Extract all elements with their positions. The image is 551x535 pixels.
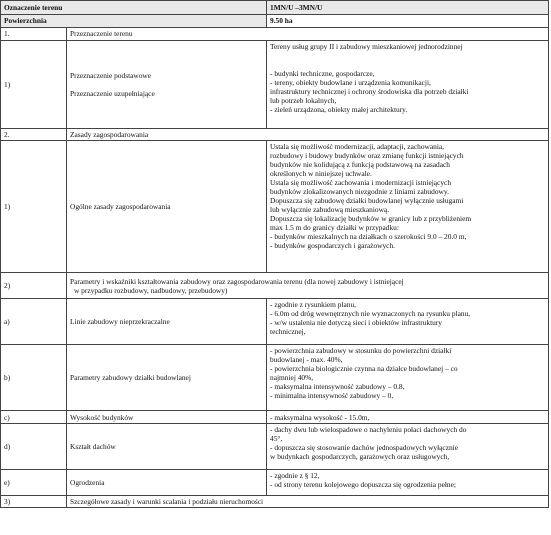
param-row-content [267, 299, 549, 345]
section-3-header [1, 273, 549, 299]
param-row-number: c) [1, 411, 67, 424]
content-line: - powierzchnia biologicznie czynna na działce budowlanej – co [270, 364, 458, 374]
param-row-number: b) [1, 345, 67, 411]
section-2-row-label: Ogólne zasady zagospodarowania [67, 141, 267, 273]
param-row-a [1, 299, 549, 345]
content-line: - budynków gospodarczych i garażowych. [270, 241, 395, 251]
section-1-row [1, 41, 549, 129]
content-line: Ustala się możliwość modernizacji, adaptacji, zachowania, [270, 142, 445, 152]
param-row-content [267, 345, 549, 411]
content-line: budowlanej - max. 40%, [270, 355, 343, 365]
param-row-label: Wysokość budynków [67, 411, 267, 424]
param-row-d [1, 424, 549, 470]
content-line: najmniej 40%, [270, 373, 314, 383]
section-1-header [1, 28, 549, 41]
supplementary-use-label: Przeznaczenie uzupełniające [70, 89, 155, 98]
content-line: technicznej, [270, 327, 306, 337]
header-row-area [1, 15, 549, 28]
content-line: lub wyłącznie zabudową mieszkaniową. [270, 205, 390, 215]
section-2-header [1, 129, 549, 141]
param-row-b [1, 345, 549, 411]
section-4-title: Szczegółowe zasady i warunki scalania i podziału nieruchomości [67, 496, 549, 508]
param-row-label: Parametry zabudowy działki budowlanej [67, 345, 267, 411]
content-line: - minimalna intensywność zabudowy – 0, [270, 391, 394, 401]
param-row-content [267, 424, 549, 470]
section-3-title [67, 273, 549, 299]
section-2-row [1, 141, 549, 273]
content-line: 45°, [270, 434, 283, 444]
content-line: Dopuszcza się lokalizację budynków w granicy lub z przybliżeniem [270, 214, 472, 224]
content-line: - maksymalna intensywność zabudowy – 0.8, [270, 382, 405, 392]
content-line: - powierzchnia zabudowy w stosunku do powierzchni działki [270, 346, 452, 356]
param-row-number: d) [1, 424, 67, 470]
content-line: - budynków mieszkalnych na działkach o szerokości 9.0 – 20.0 m, [270, 232, 467, 242]
section-1-row-labels [67, 41, 267, 129]
section-1-title: Przeznaczenie terenu [67, 28, 549, 41]
param-row-number: a) [1, 299, 67, 345]
content-line: max 1.5 m do granicy działki w przypadku: [270, 223, 399, 233]
content-line: - budynki techniczne, gospodarcze, [270, 69, 375, 79]
section-3-title-line: Parametry i wskaźniki kształtowania zabudowy oraz zagospodarowania terenu (dla nowej zabudowy i istniejącej [70, 276, 404, 286]
content-line: - tereny, obiekty budowlane i urządzenia komunikacji, [270, 78, 431, 88]
section-2-number: 2. [1, 129, 67, 141]
param-row-c [1, 411, 549, 424]
section-1-row-number: 1) [1, 41, 67, 129]
header-row-designation [1, 1, 549, 15]
param-row-label: Ogrodzenia [67, 470, 267, 496]
content-line: budynków zlokalizowanych niezgodnie z liniami zabudowy. [270, 187, 449, 197]
content-line: - 6.0m od dróg wewnętrznych nie wyznaczonych na rysunku planu, [270, 309, 471, 319]
content-line: - zieleń urządzona, obiekty małej architektury. [270, 105, 408, 115]
content-line: Ustala się możliwość zachowania i modernizacji istniejących [270, 178, 452, 188]
content-line: rozbudowy i budowy budynków oraz zmianę funkcji istniejących [270, 151, 464, 161]
section-3-title-line: w przypadku rozbudowy, nadbudowy, przebudowy) [74, 285, 228, 295]
content-line: w budynkach gospodarczych, garażowych oraz usługowych, [270, 452, 450, 462]
area-label: Powierzchnia [1, 15, 267, 28]
designation-label: Oznaczenie terenu [1, 1, 267, 15]
section-4-number: 3) [1, 496, 67, 508]
param-row-e [1, 470, 549, 496]
content-line: określonych w niniejszej uchwale. [270, 169, 372, 179]
section-2-row-number: 1) [1, 141, 67, 273]
content-line: budynków nie kolidującą z funkcją podstawową na zasadach [270, 160, 450, 170]
content-line: - zgodnie z rysunkiem planu, [270, 300, 357, 310]
section-3-number: 2) [1, 273, 67, 299]
section-2-title: Zasady zagospodarowania [67, 129, 549, 141]
param-row-number: e) [1, 470, 67, 496]
content-line: Dopuszcza się zabudowę działki budowlanej wyłącznie usługami [270, 196, 464, 206]
primary-use-label: Przeznaczenie podstawowe [70, 70, 152, 80]
area-value: 9.50 ha [267, 15, 549, 28]
content-line: lub potrzeb lokalnych, [270, 96, 337, 106]
content-line: Tereny usług grupy II i zabudowy mieszkaniowej jednorodzinnej [270, 42, 463, 51]
param-row-label: Kształt dachów [67, 424, 267, 470]
param-row-content [267, 470, 549, 496]
section-4-header [1, 496, 549, 508]
section-1-number: 1. [1, 28, 67, 41]
designation-value: 1MN/U –3MN/U [267, 1, 549, 15]
section-2-row-content [267, 141, 549, 273]
content-line: - dopuszcza się stosowanie dachów jednospadowych wyłącznie [270, 443, 459, 453]
section-1-row-content [267, 41, 549, 129]
param-row-label: Linie zabudowy nieprzekraczalne [67, 299, 267, 345]
content-line: - od strony terenu kolejowego dopuszcza się ogrodzenia pełne; [270, 480, 456, 490]
content-line: - w/w ustalenia nie dotyczą sieci i obiektów infrastruktury [270, 318, 443, 328]
content-line: infrastruktury technicznej i ochrony środowiska dla potrzeb działki [270, 87, 469, 97]
content-line: - maksymalna wysokość - 15.0m, [270, 412, 370, 422]
param-row-content [267, 411, 549, 424]
content-line: - zgodnie z § 12, [270, 471, 320, 481]
content-line: - dachy dwu lub wielospadowe o nachyleniu połaci dachowych do [270, 425, 467, 435]
